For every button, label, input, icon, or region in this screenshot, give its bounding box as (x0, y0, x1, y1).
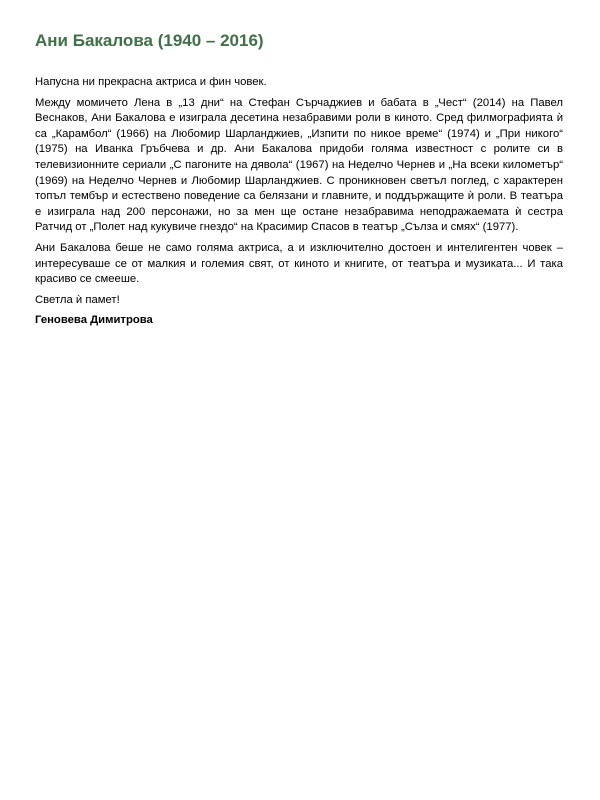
article-paragraph: Ани Бакалова беше не само голяма актриса, а и изключително достоен и интелигентен човек – интересуваше се от малкия и големия свят, от киното и книгите, от театъра и музиката... И така красиво се смееше. (35, 241, 563, 286)
article-title: Ани Бакалова (1940 – 2016) (35, 31, 264, 50)
article-paragraph: Напусна ни прекрасна актриса и фин човек. (35, 76, 267, 88)
article-paragraph: Между момичето Лена в „13 дни“ на Стефан Сърчаджиев и бабата в „Чест“ (2014) на Павел Веснаков, Ани Бакалова е изиграла десетина незабравими роли в киното. Сред филмографията ѝ са „Карамбол“ (1966) на Любомир Шарланджиев, „Изпити по никое време“ (1974) и „При никого“ (1975) на Иванка Гръбчева и др. Ани Бакалова придоби голяма известност с ролите си в телевизионните сериали „С пагоните на дявола“ (1967) на Неделчо Чернев и „На всеки километър“ (1969) на Неделчо Чернев и Любомир Шарланджиев. С проникновен светъл поглед, с характерен топъл тембър и естествено поведение са белязани и главните, и поддържащите ѝ роли. В театъра е изиграла над 200 персонажи, но за мен ще остане незабравима неподражаемата ѝ сестра Ратчид от „Полет над кукувиче гнездо“ на Красимир Спасов в театър „Сълза и смях“ (1977). (35, 96, 563, 234)
author-signature: Геновева Димитрова (35, 314, 153, 327)
closing-line: Светла ѝ памет! (35, 293, 120, 306)
article (35, 30, 563, 329)
